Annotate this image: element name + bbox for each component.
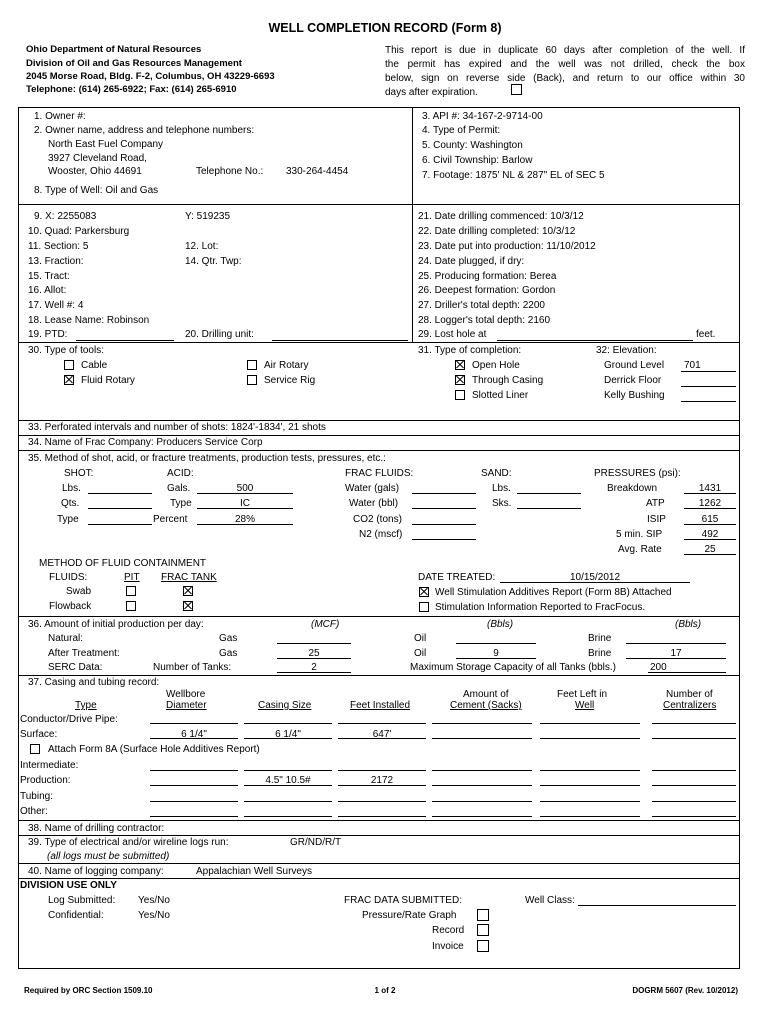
date-completed: 22. Date drilling completed: 10/3/12 (418, 226, 576, 237)
shot-lbs-label: Lbs. (62, 483, 81, 494)
intermediate-diameter-line[interactable] (150, 770, 238, 771)
logs-note: (all logs must be submitted) (47, 851, 170, 862)
breakdown-value: 1431 (698, 483, 722, 494)
wellbore-heading-1: Wellbore (166, 689, 206, 700)
max-storage-value: 200 (650, 662, 667, 673)
tanks-label: Number of Tanks: (153, 662, 232, 673)
slotted-liner-checkbox[interactable] (455, 390, 465, 400)
well-type: 8. Type of Well: Oil and Gas (34, 185, 159, 196)
shot-qts-line[interactable] (88, 508, 152, 509)
log-submitted-value: Yes/No (138, 895, 170, 906)
after-gas-line[interactable] (277, 658, 351, 659)
divider (18, 820, 740, 821)
feet-left-heading-1: Feet Left in (557, 689, 608, 700)
other-size-line[interactable] (244, 816, 332, 817)
acid-percent-value: 28% (234, 514, 255, 525)
column-divider (412, 107, 413, 343)
feet-installed-heading: Feet Installed (350, 700, 411, 711)
other-cement-line[interactable] (432, 816, 532, 817)
log-submitted-label: Log Submitted: (48, 895, 116, 906)
tract: 15. Tract: (28, 271, 70, 282)
frame-bottom (18, 968, 740, 969)
owner-street: 3927 Cleveland Road, (48, 153, 147, 164)
frame-left (18, 107, 19, 968)
tubing-feet-line[interactable] (338, 801, 426, 802)
surface-cement-line[interactable] (432, 738, 532, 739)
slotted-liner-label: Slotted Liner (472, 390, 529, 401)
through-casing-label: Through Casing (472, 375, 544, 386)
form8b-label: Well Stimulation Additives Report (Form 8B) Attached (435, 587, 672, 598)
allot: 16. Allot: (28, 285, 67, 296)
invoice-checkbox[interactable] (477, 940, 489, 952)
surface-cent-line[interactable] (652, 738, 736, 739)
date-plugged: 24. Date plugged, if dry: (418, 256, 525, 267)
api-number: 3. API #: 34-167-2-9714-00 (422, 111, 543, 122)
sand-sks-label: Sks. (492, 498, 512, 509)
agency-line-4: Telephone: (614) 265-6922; Fax: (614) 265-6910 (26, 84, 237, 95)
conductor-label: Conductor/Drive Pipe: (20, 714, 118, 725)
tools-label: 30. Type of tools: (28, 345, 104, 356)
form-title: WELL COMPLETION RECORD (Form 8) (268, 21, 502, 35)
divider (18, 835, 740, 836)
production-cent-line[interactable] (652, 785, 736, 786)
intermediate-feet-line[interactable] (338, 770, 426, 771)
acid-gals-label: Gals. (167, 483, 191, 494)
lease-name: 18. Lease Name: Robinson (28, 315, 150, 326)
mcf-heading: (MCF) (311, 619, 340, 630)
agency-line-3: 2045 Morse Road, Bldg. F-2, Columbus, OH 43229-6693 (26, 71, 275, 82)
ptd-line[interactable] (76, 340, 174, 341)
conductor-left-line[interactable] (540, 723, 640, 724)
coord-x: 9. X: 2255083 (34, 211, 97, 222)
frac-tank-heading: FRAC TANK (161, 572, 217, 583)
surface-diameter-line[interactable] (150, 738, 238, 739)
well-number: 17. Well #: 4 (28, 300, 84, 311)
other-cent-line[interactable] (652, 816, 736, 817)
service-rig-label: Service Rig (264, 375, 316, 386)
frac-data-label: FRAC DATA SUBMITTED: (344, 895, 462, 906)
conductor-feet-line[interactable] (338, 723, 426, 724)
section: 11. Section: 5 (28, 241, 89, 252)
after-brine-line[interactable] (626, 658, 726, 659)
coord-y: Y: 519235 (185, 211, 231, 222)
centralizers-heading-2: Centralizers (663, 700, 717, 711)
lost-hole-unit: feet. (696, 329, 716, 340)
perforated-intervals: 33. Perforated intervals and number of shots: 1824'-1834', 21 shots (28, 422, 326, 433)
through-casing-checkbox[interactable] (455, 375, 465, 385)
owner-name: North East Fuel Company (48, 139, 164, 150)
telephone-label: Telephone No.: (196, 166, 264, 177)
confidential-label: Confidential: (48, 910, 104, 921)
acid-heading: ACID: (167, 468, 194, 479)
logging-company-label: 40. Name of logging company: (28, 866, 164, 877)
frame-right (739, 107, 740, 968)
avg-rate-line[interactable] (684, 554, 736, 555)
fluid-rotary-label: Fluid Rotary (81, 375, 135, 386)
date-treated-label: DATE TREATED: (418, 572, 496, 583)
water-gals-line[interactable] (412, 493, 476, 494)
producing-formation: 25. Producing formation: Berea (418, 271, 557, 282)
open-hole-checkbox[interactable] (455, 360, 465, 370)
swab-label: Swab (66, 586, 92, 597)
divider (18, 204, 740, 205)
serc-label: SERC Data: (48, 662, 103, 673)
natural-oil-label: Oil (414, 633, 427, 644)
cable-label: Cable (81, 360, 108, 371)
fraction: 13. Fraction: (28, 256, 84, 267)
derrick-floor-line[interactable] (681, 386, 736, 387)
intermediate-cent-line[interactable] (652, 770, 736, 771)
elevation-label: 32: Elevation: (596, 345, 657, 356)
shot-type-label: Type (57, 514, 79, 525)
ground-level-value: 701 (684, 360, 701, 371)
conductor-diameter-line[interactable] (150, 723, 238, 724)
pressures-heading: PRESSURES (psi): (594, 468, 681, 479)
lost-hole-label: 29. Lost hole at (418, 329, 487, 340)
flowback-label: Flowback (49, 601, 92, 612)
due-notice (385, 44, 745, 100)
atp-line[interactable] (684, 508, 736, 509)
frame-top (18, 107, 740, 108)
date-treated-line[interactable] (500, 582, 690, 583)
atp-value: 1262 (698, 498, 722, 509)
confidential-value: Yes/No (138, 910, 170, 921)
after-oil-label: Oil (414, 648, 427, 659)
date-treated-value: 10/15/2012 (569, 572, 621, 583)
drilling-unit-label: 20. Drilling unit: (185, 329, 254, 340)
other-diameter-line[interactable] (150, 816, 238, 817)
divider (18, 450, 740, 451)
treatment-label: 35. Method of shot, acid, or fracture treatments, production tests, pressures, etc.: (28, 453, 386, 464)
permit-type: 4. Type of Permit: (422, 125, 501, 136)
air-rotary-label: Air Rotary (264, 360, 309, 371)
tubing-label: Tubing: (20, 791, 53, 802)
shot-qts-label: Qts. (61, 498, 80, 509)
pit-heading: PIT (124, 572, 140, 583)
drilling-contractor-label: 38. Name of drilling contractor: (28, 823, 165, 834)
flowback-tank-checkbox[interactable] (183, 601, 193, 611)
logs-label: 39. Type of electrical and/or wireline logs run: (28, 837, 229, 848)
completion-label: 31. Type of completion: (418, 345, 522, 356)
tubing-cement-line[interactable] (432, 801, 532, 802)
surface-left-line[interactable] (540, 738, 640, 739)
after-oil-line[interactable] (456, 658, 536, 659)
owner-number: 1. Owner #: (34, 111, 86, 122)
open-hole-label: Open Hole (472, 360, 520, 371)
agency-line-2: Division of Oil and Gas Resources Management (26, 58, 242, 69)
tanks-value: 2 (311, 662, 317, 673)
date-production: 23. Date put into production: 11/10/2012 (418, 241, 596, 252)
after-oil-value: 9 (493, 648, 499, 659)
agency-line-1: Ohio Department of Natural Resources (26, 44, 202, 55)
isip-value: 615 (701, 514, 719, 525)
divider (18, 616, 740, 617)
acid-percent-line[interactable] (197, 524, 293, 525)
other-left-line[interactable] (540, 816, 640, 817)
acid-gals-value: 500 (236, 483, 254, 494)
logging-company-value: Appalachian Well Surveys (196, 866, 312, 877)
n2-label: N2 (mscf) (359, 529, 403, 540)
water-gals-label: Water (gals) (345, 483, 400, 494)
production-size-value: 4.5" 10.5# (265, 775, 311, 786)
service-rig-checkbox[interactable] (247, 375, 257, 385)
divider (18, 675, 740, 676)
after-gas-value: 25 (308, 648, 320, 659)
amount-heading-2: Cement (Sacks) (450, 700, 522, 711)
breakdown-label: Breakdown (607, 483, 658, 494)
divider (18, 420, 740, 421)
telephone-number: 330-264-4454 (286, 166, 349, 177)
wellbore-heading-2: Diameter (166, 700, 207, 711)
type-heading: Type (75, 700, 97, 711)
fluid-rotary-checkbox[interactable] (64, 375, 74, 385)
driller-total-depth: 27. Driller's total depth: 2200 (418, 300, 545, 311)
water-bbl-label: Water (bbl) (349, 498, 399, 509)
expired-permit-checkbox[interactable] (511, 84, 522, 95)
fracfocus-label: Stimulation Information Reported to FracFocus. (435, 602, 646, 613)
notice-line-2: the permit has expired and the well was not drilled, check the box (385, 59, 745, 70)
well-class-label: Well Class: (525, 895, 575, 906)
bbls-heading-brine: (Bbls) (675, 619, 702, 630)
frac-fluids-heading: FRAC FLUIDS: (345, 468, 414, 479)
n2-line[interactable] (412, 539, 476, 540)
divider (18, 435, 740, 436)
ground-level-label: Ground Level (604, 360, 665, 371)
surface-size-line[interactable] (244, 738, 332, 739)
feet-left-heading-2: Well (575, 700, 595, 711)
county: 5. County: Washington (422, 140, 523, 151)
natural-label: Natural: (48, 633, 84, 644)
kelly-bushing-label: Kelly Bushing (604, 390, 665, 401)
avg-rate-label: Avg. Rate (618, 544, 662, 555)
kelly-bushing-line[interactable] (681, 401, 736, 402)
quad: 10. Quad: Parkersburg (28, 226, 130, 237)
isip-label: ISIP (647, 514, 666, 525)
intermediate-label: Intermediate: (20, 760, 79, 771)
production-cement-line[interactable] (432, 785, 532, 786)
division-use-label: DIVISION USE ONLY (20, 880, 117, 891)
frac-company: 34. Name of Frac Company: Producers Service Corp (28, 437, 263, 448)
pressure-graph-label: Pressure/Rate Graph (362, 910, 457, 921)
max-storage-label: Maximum Storage Capacity of all Tanks (bbls.) (410, 662, 617, 673)
invoice-label: Invoice (432, 941, 464, 952)
cable-checkbox[interactable] (64, 360, 74, 370)
natural-brine-line[interactable] (626, 643, 726, 644)
intermediate-left-line[interactable] (540, 770, 640, 771)
attach-8a-checkbox[interactable] (30, 744, 40, 754)
after-brine-value: 17 (670, 648, 682, 659)
after-brine-label: Brine (588, 648, 612, 659)
water-bbl-line[interactable] (412, 508, 476, 509)
ground-level-line[interactable] (681, 371, 736, 372)
production-casing-label: Production: (20, 775, 71, 786)
co2-line[interactable] (412, 524, 476, 525)
sip5-line[interactable] (684, 539, 736, 540)
shot-type-line[interactable] (88, 524, 152, 525)
conductor-size-line[interactable] (244, 723, 332, 724)
other-label: Other: (20, 806, 48, 817)
sand-heading: SAND: (481, 468, 512, 479)
fracfocus-checkbox[interactable] (419, 602, 429, 612)
surface-feet-line[interactable] (338, 738, 426, 739)
avg-rate-value: 25 (704, 544, 716, 555)
acid-gals-line[interactable] (197, 493, 293, 494)
well-class-line[interactable] (578, 905, 736, 906)
swab-tank-checkbox[interactable] (183, 586, 193, 596)
sand-lbs-label: Lbs. (492, 483, 511, 494)
air-rotary-checkbox[interactable] (247, 360, 257, 370)
natural-oil-line[interactable] (456, 643, 536, 644)
atp-label: ATP (646, 498, 665, 509)
owner-name-label: 2. Owner name, address and telephone numbers: (34, 125, 255, 136)
production-feet-value: 2172 (370, 775, 394, 786)
natural-brine-label: Brine (588, 633, 612, 644)
sip5-label: 5 min. SIP (616, 529, 663, 540)
production-size-line[interactable] (244, 785, 332, 786)
divider (18, 863, 740, 864)
attach-8a-label: Attach Form 8A (Surface Hole Additives Report) (48, 744, 260, 755)
lot: 12. Lot: (185, 241, 219, 252)
breakdown-line[interactable] (684, 493, 736, 494)
form8b-checkbox[interactable] (419, 587, 429, 597)
tubing-diameter-line[interactable] (150, 801, 238, 802)
acid-type-line[interactable] (197, 508, 293, 509)
notice-line-3: below, sign on reverse side (Back), and return to our office within 30 (385, 73, 745, 84)
amount-heading-1: Amount of (463, 689, 509, 700)
production-left-line[interactable] (540, 785, 640, 786)
production-diameter-line[interactable] (150, 785, 238, 786)
surface-size-value: 6 1/4" (275, 729, 301, 740)
divider (18, 342, 740, 343)
natural-gas-label: Gas (219, 633, 238, 644)
natural-gas-line[interactable] (277, 643, 351, 644)
intermediate-size-line[interactable] (244, 770, 332, 771)
qtr-twp: 14. Qtr. Twp: (185, 256, 242, 267)
after-treatment-label: After Treatment: (48, 648, 120, 659)
ptd-label: 19. PTD: (28, 329, 68, 340)
derrick-floor-label: Derrick Floor (604, 375, 662, 386)
max-storage-line[interactable] (648, 672, 726, 673)
acid-type-value: IC (240, 498, 250, 509)
other-feet-line[interactable] (338, 816, 426, 817)
fluids-heading: FLUIDS: (49, 572, 88, 583)
tubing-left-line[interactable] (540, 801, 640, 802)
divider (18, 878, 740, 879)
bbls-heading-oil: (Bbls) (487, 619, 514, 630)
production-feet-line[interactable] (338, 785, 426, 786)
record-label: Record (432, 925, 465, 936)
casing-size-heading: Casing Size (258, 700, 312, 711)
sand-lbs-line[interactable] (517, 493, 581, 494)
conductor-cent-line[interactable] (652, 723, 736, 724)
intermediate-cement-line[interactable] (432, 770, 532, 771)
sip5-value: 492 (701, 529, 719, 540)
after-gas-label: Gas (219, 648, 238, 659)
conductor-cement-line[interactable] (432, 723, 532, 724)
containment-label: METHOD OF FLUID CONTAINMENT (39, 558, 207, 569)
acid-percent-label: Percent (153, 514, 188, 525)
logs-value: GR/ND/R/T (290, 837, 342, 848)
lost-hole-line[interactable] (497, 340, 693, 341)
drilling-unit-line[interactable] (272, 340, 408, 341)
isip-line[interactable] (684, 524, 736, 525)
shot-lbs-line[interactable] (88, 493, 152, 494)
surface-diameter-value: 6 1/4" (181, 729, 207, 740)
footage: 7. Footage: 1875' NL & 287" EL of SEC 5 (422, 170, 605, 181)
swab-pit-checkbox[interactable] (126, 586, 136, 596)
record-checkbox[interactable] (477, 924, 489, 936)
civil-township: 6. Civil Township: Barlow (422, 155, 533, 166)
tubing-size-line[interactable] (244, 801, 332, 802)
form-revision: DOGRM 5607 (Rev. 10/2012) (632, 986, 738, 995)
page-number: 1 of 2 (374, 986, 396, 995)
tubing-cent-line[interactable] (652, 801, 736, 802)
surface-feet-value: 647' (372, 729, 392, 740)
notice-line-4: days after expiration. (385, 87, 478, 98)
sand-sks-line[interactable] (517, 508, 581, 509)
shot-heading: SHOT: (64, 468, 94, 479)
logger-total-depth: 28. Logger's total depth: 2160 (418, 315, 551, 326)
centralizers-heading-1: Number of (666, 689, 713, 700)
notice-line-1: This report is due in duplicate 60 days after completion of the well. If (385, 45, 745, 56)
owner-city: Wooster, Ohio 44691 (48, 166, 142, 177)
co2-label: CO2 (tons) (353, 514, 402, 525)
acid-type-label: Type (170, 498, 192, 509)
production-label: 36. Amount of initial production per day: (28, 619, 204, 630)
casing-label: 37. Casing and tubing record: (28, 677, 160, 688)
flowback-pit-checkbox[interactable] (126, 601, 136, 611)
date-commenced: 21. Date drilling commenced: 10/3/12 (418, 211, 584, 222)
tanks-line[interactable] (277, 672, 351, 673)
pressure-graph-checkbox[interactable] (477, 909, 489, 921)
footer-statute: Required by ORC Section 1509.10 (24, 986, 153, 995)
surface-label: Surface: (20, 729, 58, 740)
deepest-formation: 26. Deepest formation: Gordon (418, 285, 556, 296)
